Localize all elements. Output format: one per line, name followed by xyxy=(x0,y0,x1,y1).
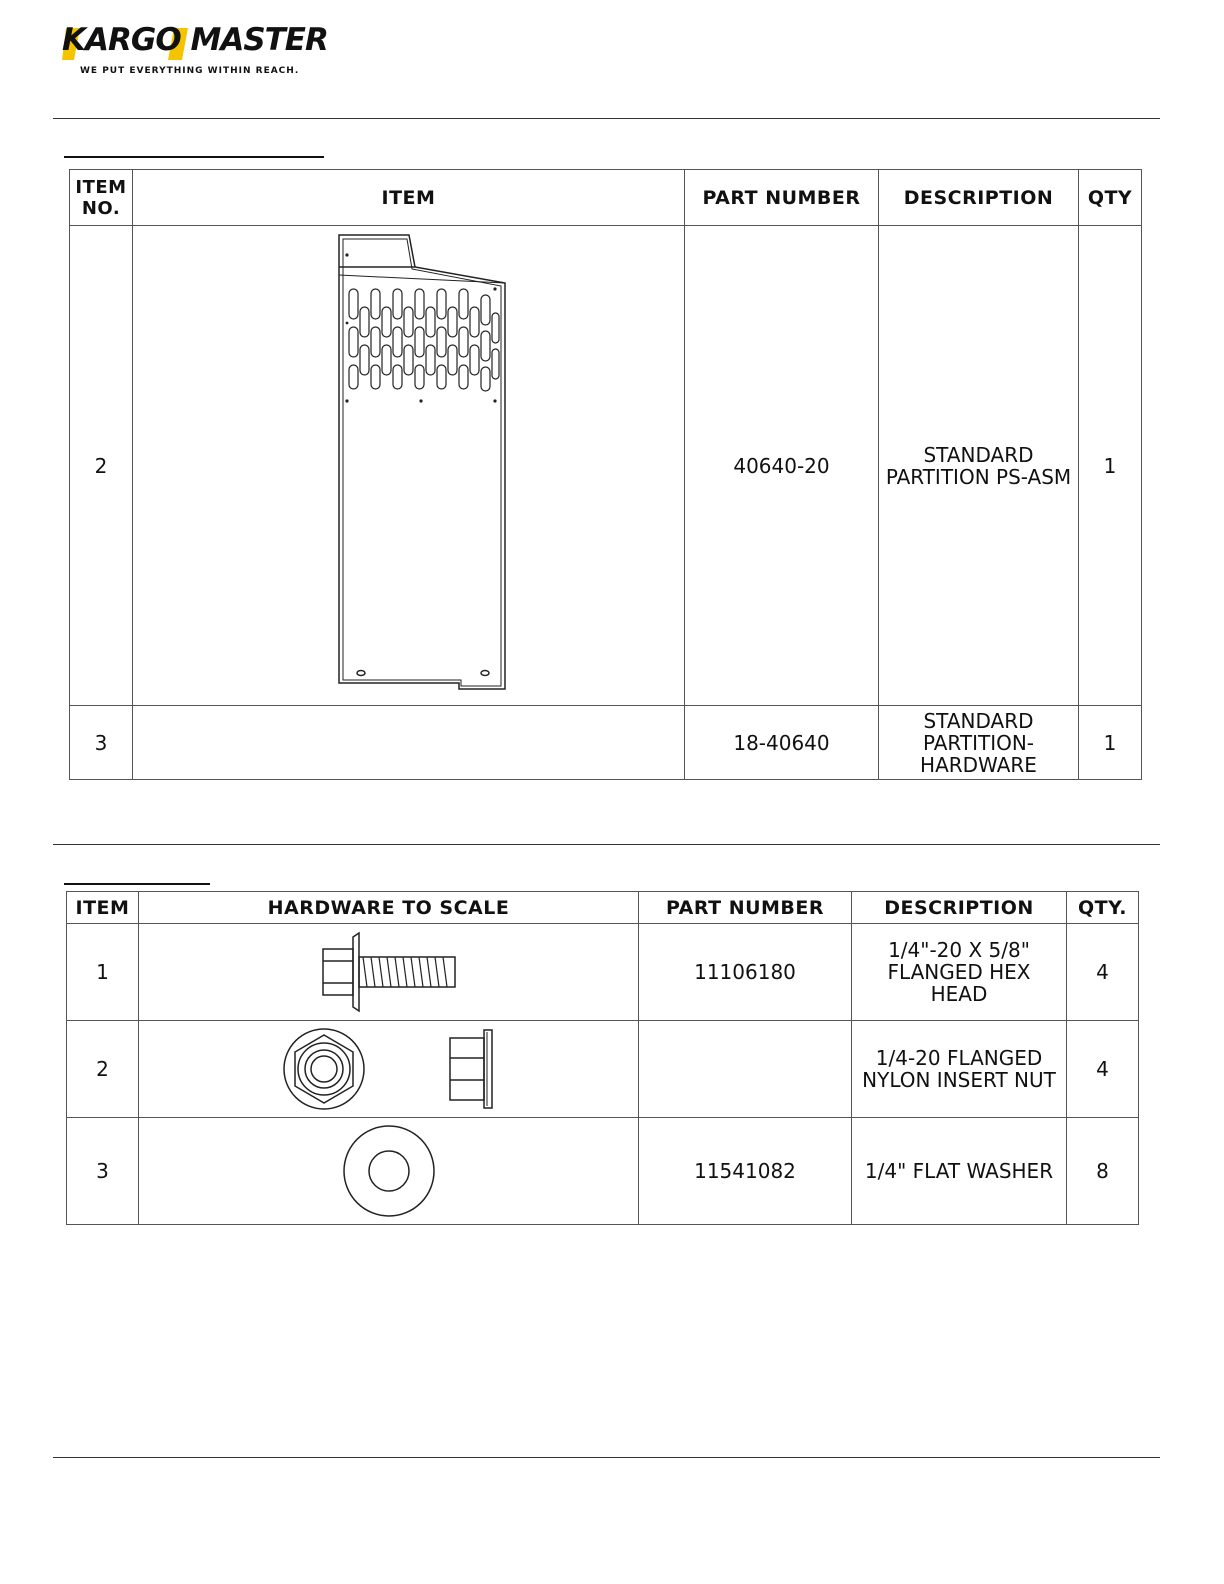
nylon-insert-nut-drawing xyxy=(282,1026,496,1112)
col-header-description: DESCRIPTION xyxy=(879,170,1079,226)
description-cell: 1/4"-20 X 5/8" FLANGED HEX HEAD xyxy=(852,924,1067,1021)
section-rule-hardware xyxy=(64,883,210,885)
parts-table xyxy=(69,169,1142,780)
col-header-part-number: PART NUMBER xyxy=(685,170,879,226)
footer-divider xyxy=(53,1457,1160,1458)
col-header-hardware-to-scale: HARDWARE TO SCALE xyxy=(139,892,639,924)
qty-cell: 8 xyxy=(1067,1118,1139,1225)
col-header-item: ITEM xyxy=(133,170,685,226)
parts-header-row xyxy=(70,170,1142,226)
hardware-image-cell xyxy=(139,924,639,1021)
flat-washer-drawing xyxy=(341,1123,437,1219)
description-cell: STANDARD PARTITION-HARDWARE xyxy=(879,706,1079,780)
col-header-part-number: PART NUMBER xyxy=(639,892,852,924)
header-divider xyxy=(53,118,1160,119)
section-divider xyxy=(53,844,1160,845)
part-number-cell: 40640-20 xyxy=(685,226,879,706)
flanged-hex-bolt-drawing xyxy=(319,929,459,1015)
qty-cell: 1 xyxy=(1079,706,1142,780)
qty-cell: 4 xyxy=(1067,1021,1139,1118)
col-header-description: DESCRIPTION xyxy=(852,892,1067,924)
item-image-cell xyxy=(133,706,685,780)
col-header-qty: QTY. xyxy=(1067,892,1139,924)
description-cell: 1/4" FLAT WASHER xyxy=(852,1118,1067,1225)
col-header-item: ITEM xyxy=(67,892,139,924)
item-cell: 3 xyxy=(67,1118,139,1225)
part-number-cell: 18-40640 xyxy=(685,706,879,780)
description-cell: 1/4-20 FLANGED NYLON INSERT NUT xyxy=(852,1021,1067,1118)
qty-cell: 4 xyxy=(1067,924,1139,1021)
description-cell: STANDARD PARTITION PS-ASM xyxy=(879,226,1079,706)
part-number-cell: 11541082 xyxy=(639,1118,852,1225)
table-row xyxy=(67,1118,1139,1225)
item-image-cell xyxy=(133,226,685,706)
item-no-cell: 2 xyxy=(70,226,133,706)
table-row xyxy=(67,1021,1139,1118)
item-cell: 1 xyxy=(67,924,139,1021)
table-row xyxy=(70,706,1142,780)
item-no-cell: 3 xyxy=(70,706,133,780)
col-header-item-no: ITEM NO. xyxy=(70,170,133,226)
part-number-cell xyxy=(639,1021,852,1118)
table-row xyxy=(70,226,1142,706)
table-row xyxy=(67,924,1139,1021)
part-number-cell: 11106180 xyxy=(639,924,852,1021)
qty-cell: 1 xyxy=(1079,226,1142,706)
hardware-image-cell xyxy=(139,1021,639,1118)
partition-panel-drawing xyxy=(309,231,509,701)
section-rule-parts xyxy=(64,156,324,158)
hardware-image-cell xyxy=(139,1118,639,1225)
col-header-qty: QTY xyxy=(1079,170,1142,226)
hardware-table xyxy=(66,891,1139,1225)
logo-brand-text: KARGO MASTER xyxy=(62,22,328,58)
item-cell: 2 xyxy=(67,1021,139,1118)
hardware-header-row xyxy=(67,892,1139,924)
logo-tagline: WE PUT EVERYTHING WITHIN REACH. xyxy=(80,66,300,76)
brand-logo xyxy=(62,22,328,82)
